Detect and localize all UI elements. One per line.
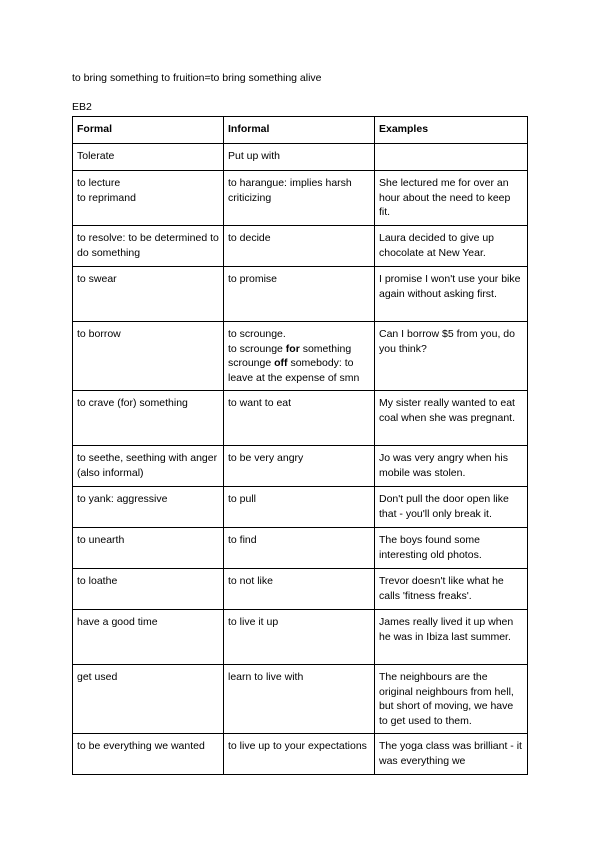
cell-text: The yoga class was brilliant - it was everything we xyxy=(379,740,522,767)
informal-cell xyxy=(224,322,375,391)
informal-cell xyxy=(224,665,375,734)
informal-cell xyxy=(224,446,375,487)
cell-text: She lectured me for over an hour about the need to keep fit. xyxy=(379,177,511,219)
table-row xyxy=(73,171,528,226)
example-cell xyxy=(375,267,528,322)
example-cell xyxy=(375,487,528,528)
table-row xyxy=(73,610,528,665)
formal-cell xyxy=(73,226,224,267)
example-cell xyxy=(375,171,528,226)
cell-text: The boys found some interesting old photos. xyxy=(379,534,482,561)
table-row xyxy=(73,446,528,487)
cell-text: to reprimand xyxy=(77,191,136,204)
cell-text: James really lived it up when he was in Ibiza last summer. xyxy=(379,616,514,643)
table-row xyxy=(73,734,528,775)
example-cell xyxy=(375,610,528,665)
formal-cell xyxy=(73,171,224,226)
cell-text: to swear xyxy=(77,273,117,285)
formal-cell xyxy=(73,528,224,569)
cell-text: Trevor doesn't like what he calls 'fitness freaks'. xyxy=(379,575,504,602)
cell-text: scrounge off somebody: to leave at the expense of smn xyxy=(228,357,360,384)
example-cell xyxy=(375,391,528,446)
vocabulary-table xyxy=(72,116,528,775)
table-row xyxy=(73,487,528,528)
example-cell xyxy=(375,144,528,171)
example-cell xyxy=(375,665,528,734)
cell-text: to promise xyxy=(228,273,278,285)
formal-cell xyxy=(73,446,224,487)
table-row xyxy=(73,569,528,610)
informal-cell xyxy=(224,391,375,446)
example-cell xyxy=(375,226,528,267)
intro-line: to bring something to fruition=to bring something alive xyxy=(72,72,322,84)
cell-text: to pull xyxy=(228,493,257,505)
section-label: EB2 xyxy=(72,101,92,113)
cell-text: to be everything we wanted xyxy=(77,740,205,752)
cell-text: Jo was very angry when his mobile was stolen. xyxy=(379,452,508,479)
cell-text: The neighbours are the original neighbours from hell, but short of moving, we have to get used to them. xyxy=(379,671,514,727)
informal-cell xyxy=(224,171,375,226)
informal-cell xyxy=(224,610,375,665)
table-row xyxy=(73,528,528,569)
cell-text: to seethe, seething with anger (also informal) xyxy=(77,452,218,479)
cell-text: I promise I won't use your bike again without asking first. xyxy=(379,273,521,300)
informal-cell xyxy=(224,144,375,171)
informal-cell xyxy=(224,226,375,267)
informal-cell xyxy=(224,569,375,610)
header-examples: Examples xyxy=(375,117,528,144)
cell-text: to loathe xyxy=(77,575,118,587)
informal-cell xyxy=(224,734,375,775)
cell-text: Can I borrow $5 from you, do you think? xyxy=(379,328,515,355)
formal-cell xyxy=(73,665,224,734)
cell-text: to scrounge. xyxy=(228,328,286,340)
table-row xyxy=(73,144,528,171)
example-cell xyxy=(375,734,528,775)
formal-cell xyxy=(73,322,224,391)
formal-cell xyxy=(73,734,224,775)
cell-text: My sister really wanted to eat coal when she was pregnant. xyxy=(379,397,516,424)
example-cell xyxy=(375,322,528,391)
formal-cell xyxy=(73,391,224,446)
formal-cell xyxy=(73,610,224,665)
table-header-row xyxy=(73,117,528,144)
formal-cell xyxy=(73,487,224,528)
formal-cell xyxy=(73,569,224,610)
table-row xyxy=(73,665,528,734)
cell-text: to crave (for) something xyxy=(77,397,188,409)
header-formal: Formal xyxy=(73,117,224,144)
table-row xyxy=(73,322,528,391)
cell-text: to yank: aggressive xyxy=(77,493,168,505)
table-row xyxy=(73,267,528,322)
formal-cell xyxy=(73,267,224,322)
cell-text: to want to eat xyxy=(228,397,292,409)
cell-text: to live it up xyxy=(228,616,279,628)
informal-cell xyxy=(224,528,375,569)
cell-text: learn to live with xyxy=(228,671,304,683)
cell-text: to borrow xyxy=(77,328,121,340)
cell-text: Don't pull the door open like that - you'll only break it. xyxy=(379,493,509,520)
table-row xyxy=(73,226,528,267)
cell-text: Put up with xyxy=(228,150,280,162)
cell-text: get used xyxy=(77,671,118,683)
cell-text: to unearth xyxy=(77,534,125,546)
cell-text: have a good time xyxy=(77,616,158,628)
cell-text: to lecture xyxy=(77,177,121,189)
cell-text: to scrounge for something xyxy=(228,342,352,355)
cell-text: to decide xyxy=(228,232,271,244)
header-informal: Informal xyxy=(224,117,375,144)
cell-text: to be very angry xyxy=(228,452,304,464)
informal-cell xyxy=(224,267,375,322)
cell-text: to live up to your expectations xyxy=(228,740,367,752)
cell-text: Tolerate xyxy=(77,150,115,162)
example-cell xyxy=(375,528,528,569)
table-row xyxy=(73,391,528,446)
cell-text: to not like xyxy=(228,575,273,587)
cell-text: to resolve: to be determined to do something xyxy=(77,232,219,259)
informal-cell xyxy=(224,487,375,528)
formal-cell xyxy=(73,144,224,171)
cell-text: to harangue: implies harsh criticizing xyxy=(228,177,352,204)
example-cell xyxy=(375,446,528,487)
example-cell xyxy=(375,569,528,610)
cell-text: Laura decided to give up chocolate at New Year. xyxy=(379,232,495,259)
cell-text: to find xyxy=(228,534,257,546)
